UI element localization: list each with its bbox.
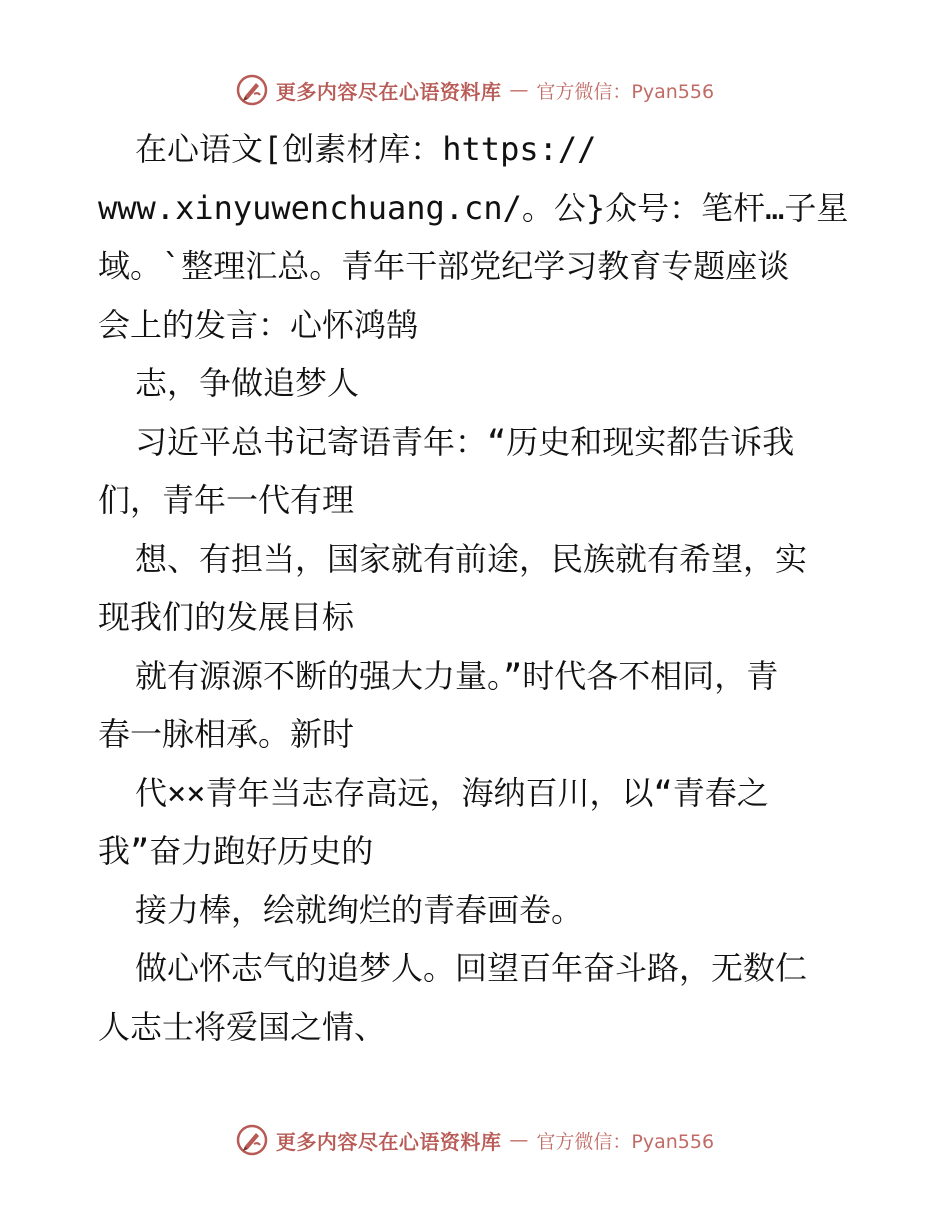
text-line-15: 做心怀志气的追梦人。回望百年奋斗路，无数仁 [135,949,808,987]
text-line-11: 春一脉相承。新时 [98,715,355,753]
text-line-8: 想、有担当，国家就有前途，民族就有希望，实 [135,539,808,578]
text-line-13: 我”奋力跑好历史的 [98,832,374,870]
footer-banner [0,1120,950,1160]
pen-logo-icon [236,74,268,106]
text-line-4: 会上的发言：心怀鸿鹄 [98,305,419,344]
footer-banner-text: 更多内容尽在心语资料库 [275,1129,502,1154]
footer-banner-separator: — [509,1129,529,1151]
text-line-12: 代××青年当志存高远，海纳百川，以“青春之 [135,773,769,812]
header-banner-text: 更多内容尽在心语资料库 [275,79,502,104]
text-line-14: 接力棒，绘就绚烂的青春画卷。 [135,890,584,929]
text-line-10: 就有源源不断的强大力量。”时代各不相同，青 [135,656,779,695]
document-body [98,120,858,1056]
text-line-6: 习近平总书记寄语青年：“历史和现实都告诉我 [135,422,795,461]
text-line-1: 在心语文[创素材库：https:// [135,130,597,168]
header-banner [0,70,950,110]
header-banner-separator: — [509,79,529,101]
text-line-2: www.xinyuwenchuang.cn/。公}众号：笔杆…子星 [98,188,849,227]
text-line-16: 人志士将爱国之情、 [98,1007,387,1046]
text-line-7: 们，青年一代有理 [98,481,355,519]
text-line-5: 志，争做追梦人 [135,364,360,402]
footer-banner-wechat: 官方微信：Pyan556 [536,1130,715,1153]
text-line-3: 域。`整理汇总。青年干部党纪学习教育专题座谈 [98,247,790,285]
header-banner-wechat: 官方微信：Pyan556 [536,80,715,103]
pen-logo-icon [236,1124,268,1156]
text-line-9: 现我们的发展目标 [98,598,355,636]
